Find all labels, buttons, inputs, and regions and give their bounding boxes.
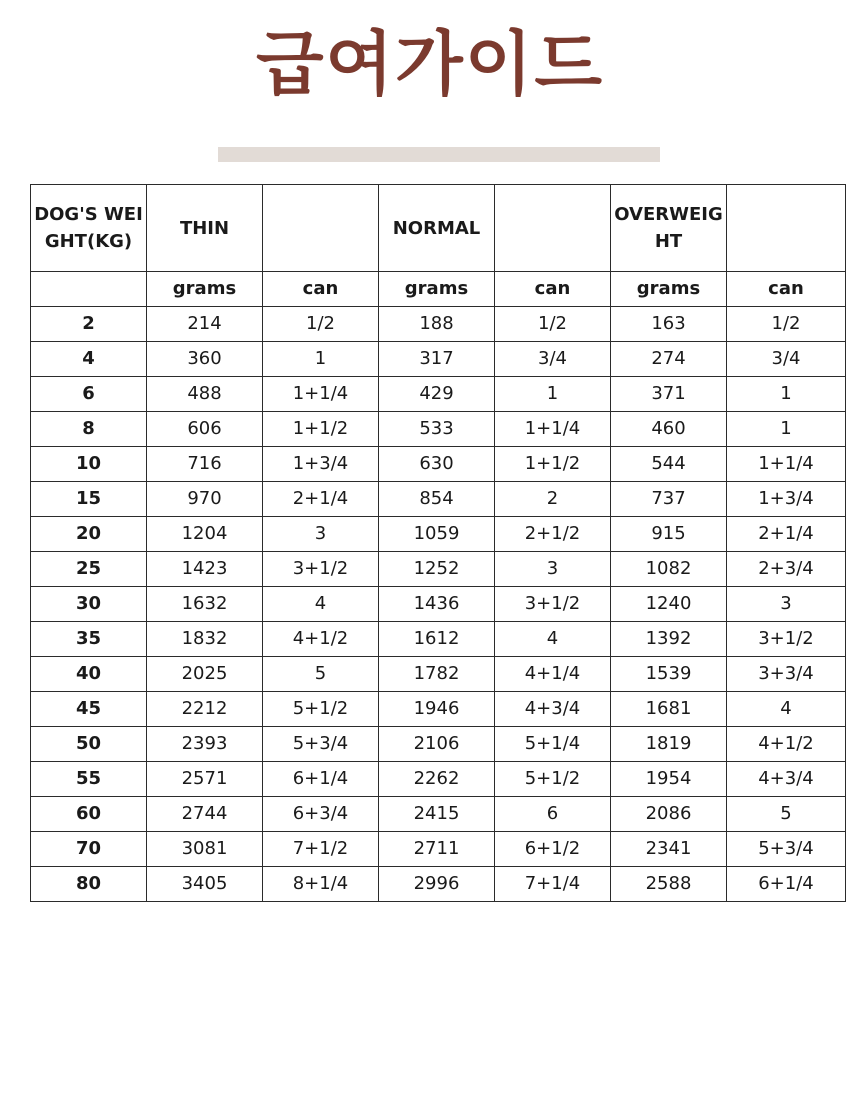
- table-cell: 163: [611, 307, 727, 342]
- table-cell: 970: [147, 482, 263, 517]
- subheader-cell: can: [263, 272, 379, 307]
- table-cell: 3: [495, 552, 611, 587]
- table-cell: 2+1/2: [495, 517, 611, 552]
- table-cell: 4: [263, 587, 379, 622]
- table-row: [31, 867, 846, 902]
- table-cell: 360: [147, 342, 263, 377]
- table-cell: 1/2: [263, 307, 379, 342]
- table-cell: 1240: [611, 587, 727, 622]
- weight-cell: 55: [31, 762, 147, 797]
- table-row: [31, 552, 846, 587]
- subheader-cell: grams: [147, 272, 263, 307]
- table-cell: 2106: [379, 727, 495, 762]
- table-cell: 1+1/4: [727, 447, 846, 482]
- table-cell: 2262: [379, 762, 495, 797]
- table-cell: 1539: [611, 657, 727, 692]
- header-normal: NORMAL: [379, 185, 495, 272]
- table-cell: 1423: [147, 552, 263, 587]
- table-cell: 3405: [147, 867, 263, 902]
- table-row: [31, 797, 846, 832]
- table-cell: 2744: [147, 797, 263, 832]
- table-cell: 3/4: [727, 342, 846, 377]
- subheader-cell: [31, 272, 147, 307]
- table-cell: 1: [263, 342, 379, 377]
- table-cell: 2: [495, 482, 611, 517]
- table-cell: 1: [495, 377, 611, 412]
- table-cell: 5+3/4: [727, 832, 846, 867]
- table-cell: 2588: [611, 867, 727, 902]
- table-cell: 7+1/4: [495, 867, 611, 902]
- header-thin: THIN: [147, 185, 263, 272]
- table-cell: 1+1/4: [263, 377, 379, 412]
- table-cell: 6+1/4: [727, 867, 846, 902]
- table-cell: 4+3/4: [727, 762, 846, 797]
- table-cell: 1819: [611, 727, 727, 762]
- table-cell: 3/4: [495, 342, 611, 377]
- table-subheader-row: [31, 272, 846, 307]
- table-cell: 317: [379, 342, 495, 377]
- table-cell: 4+3/4: [495, 692, 611, 727]
- table-cell: 2711: [379, 832, 495, 867]
- table-cell: 2086: [611, 797, 727, 832]
- table-cell: 2571: [147, 762, 263, 797]
- table-row: [31, 657, 846, 692]
- table-cell: 2341: [611, 832, 727, 867]
- table-row: [31, 762, 846, 797]
- table-cell: 1436: [379, 587, 495, 622]
- table-cell: 2996: [379, 867, 495, 902]
- table-cell: 1+1/4: [495, 412, 611, 447]
- table-cell: 606: [147, 412, 263, 447]
- weight-cell: 25: [31, 552, 147, 587]
- table-cell: 1681: [611, 692, 727, 727]
- table-row: [31, 307, 846, 342]
- table-cell: 716: [147, 447, 263, 482]
- table-cell: 6+1/2: [495, 832, 611, 867]
- subheader-cell: can: [495, 272, 611, 307]
- table-cell: 737: [611, 482, 727, 517]
- weight-cell: 35: [31, 622, 147, 657]
- weight-cell: 60: [31, 797, 147, 832]
- table-cell: 2393: [147, 727, 263, 762]
- table-row: [31, 377, 846, 412]
- table-cell: 3+1/2: [495, 587, 611, 622]
- weight-cell: 10: [31, 447, 147, 482]
- table-row: [31, 622, 846, 657]
- table-row: [31, 517, 846, 552]
- table-cell: 4+1/4: [495, 657, 611, 692]
- table-cell: 4: [727, 692, 846, 727]
- table-cell: 544: [611, 447, 727, 482]
- table-row: [31, 447, 846, 482]
- header-overweight: OVERWEIGHT: [611, 185, 727, 272]
- table-cell: 3+1/2: [727, 622, 846, 657]
- page-title: 급여가이드: [255, 23, 605, 105]
- weight-cell: 40: [31, 657, 147, 692]
- weight-cell: 70: [31, 832, 147, 867]
- table-cell: 460: [611, 412, 727, 447]
- table-cell: 1946: [379, 692, 495, 727]
- table-cell: 3+3/4: [727, 657, 846, 692]
- table-cell: 4+1/2: [727, 727, 846, 762]
- table-cell: 3: [263, 517, 379, 552]
- table-cell: 1+3/4: [263, 447, 379, 482]
- weight-cell: 8: [31, 412, 147, 447]
- table-cell: 488: [147, 377, 263, 412]
- weight-cell: 15: [31, 482, 147, 517]
- table-cell: 4: [495, 622, 611, 657]
- table-cell: 1/2: [727, 307, 846, 342]
- weight-cell: 30: [31, 587, 147, 622]
- table-row: [31, 832, 846, 867]
- subheader-cell: grams: [611, 272, 727, 307]
- table-cell: 1832: [147, 622, 263, 657]
- weight-cell: 6: [31, 377, 147, 412]
- table-cell: 1782: [379, 657, 495, 692]
- table-cell: 1+1/2: [495, 447, 611, 482]
- table-row: [31, 412, 846, 447]
- table-cell: 429: [379, 377, 495, 412]
- header-weight: DOG'S WEIGHT(KG): [31, 185, 147, 272]
- feeding-guide-table: [30, 184, 846, 902]
- table-cell: 8+1/4: [263, 867, 379, 902]
- table-cell: 274: [611, 342, 727, 377]
- header-blank: [495, 185, 611, 272]
- table-cell: 1204: [147, 517, 263, 552]
- weight-cell: 45: [31, 692, 147, 727]
- table-cell: 2+1/4: [727, 517, 846, 552]
- table-cell: 3+1/2: [263, 552, 379, 587]
- table-cell: 915: [611, 517, 727, 552]
- table-cell: 1+1/2: [263, 412, 379, 447]
- table-cell: 371: [611, 377, 727, 412]
- table-cell: 3: [727, 587, 846, 622]
- table-cell: 4+1/2: [263, 622, 379, 657]
- table-cell: 6: [495, 797, 611, 832]
- table-cell: 2212: [147, 692, 263, 727]
- table-row: [31, 342, 846, 377]
- table-cell: 5+1/4: [495, 727, 611, 762]
- table-cell: 3081: [147, 832, 263, 867]
- weight-cell: 50: [31, 727, 147, 762]
- table-cell: 854: [379, 482, 495, 517]
- table-row: [31, 727, 846, 762]
- table-cell: 5: [263, 657, 379, 692]
- table-cell: 214: [147, 307, 263, 342]
- table-cell: 6+3/4: [263, 797, 379, 832]
- table-cell: 1059: [379, 517, 495, 552]
- table-cell: 188: [379, 307, 495, 342]
- table-row: [31, 482, 846, 517]
- table-cell: 1632: [147, 587, 263, 622]
- weight-cell: 80: [31, 867, 147, 902]
- header-blank: [263, 185, 379, 272]
- header-blank: [727, 185, 846, 272]
- subheader-cell: can: [727, 272, 846, 307]
- table-cell: 1392: [611, 622, 727, 657]
- table-row: [31, 692, 846, 727]
- weight-cell: 4: [31, 342, 147, 377]
- table-cell: 5+1/2: [495, 762, 611, 797]
- table-body: [31, 307, 846, 902]
- title-divider: [218, 147, 660, 162]
- table-cell: 1252: [379, 552, 495, 587]
- table-header-row: [31, 185, 846, 272]
- table-cell: 5+1/2: [263, 692, 379, 727]
- table-cell: 1: [727, 412, 846, 447]
- table-cell: 1954: [611, 762, 727, 797]
- table-cell: 1/2: [495, 307, 611, 342]
- table-row: [31, 587, 846, 622]
- table-cell: 5: [727, 797, 846, 832]
- weight-cell: 2: [31, 307, 147, 342]
- weight-cell: 20: [31, 517, 147, 552]
- table-cell: 2025: [147, 657, 263, 692]
- table-cell: 2+1/4: [263, 482, 379, 517]
- subheader-cell: grams: [379, 272, 495, 307]
- table-cell: 2+3/4: [727, 552, 846, 587]
- table-cell: 1612: [379, 622, 495, 657]
- table-cell: 1082: [611, 552, 727, 587]
- table-cell: 7+1/2: [263, 832, 379, 867]
- table-cell: 1: [727, 377, 846, 412]
- table-cell: 2415: [379, 797, 495, 832]
- table-cell: 630: [379, 447, 495, 482]
- table-cell: 6+1/4: [263, 762, 379, 797]
- table-cell: 1+3/4: [727, 482, 846, 517]
- table-cell: 533: [379, 412, 495, 447]
- table-cell: 5+3/4: [263, 727, 379, 762]
